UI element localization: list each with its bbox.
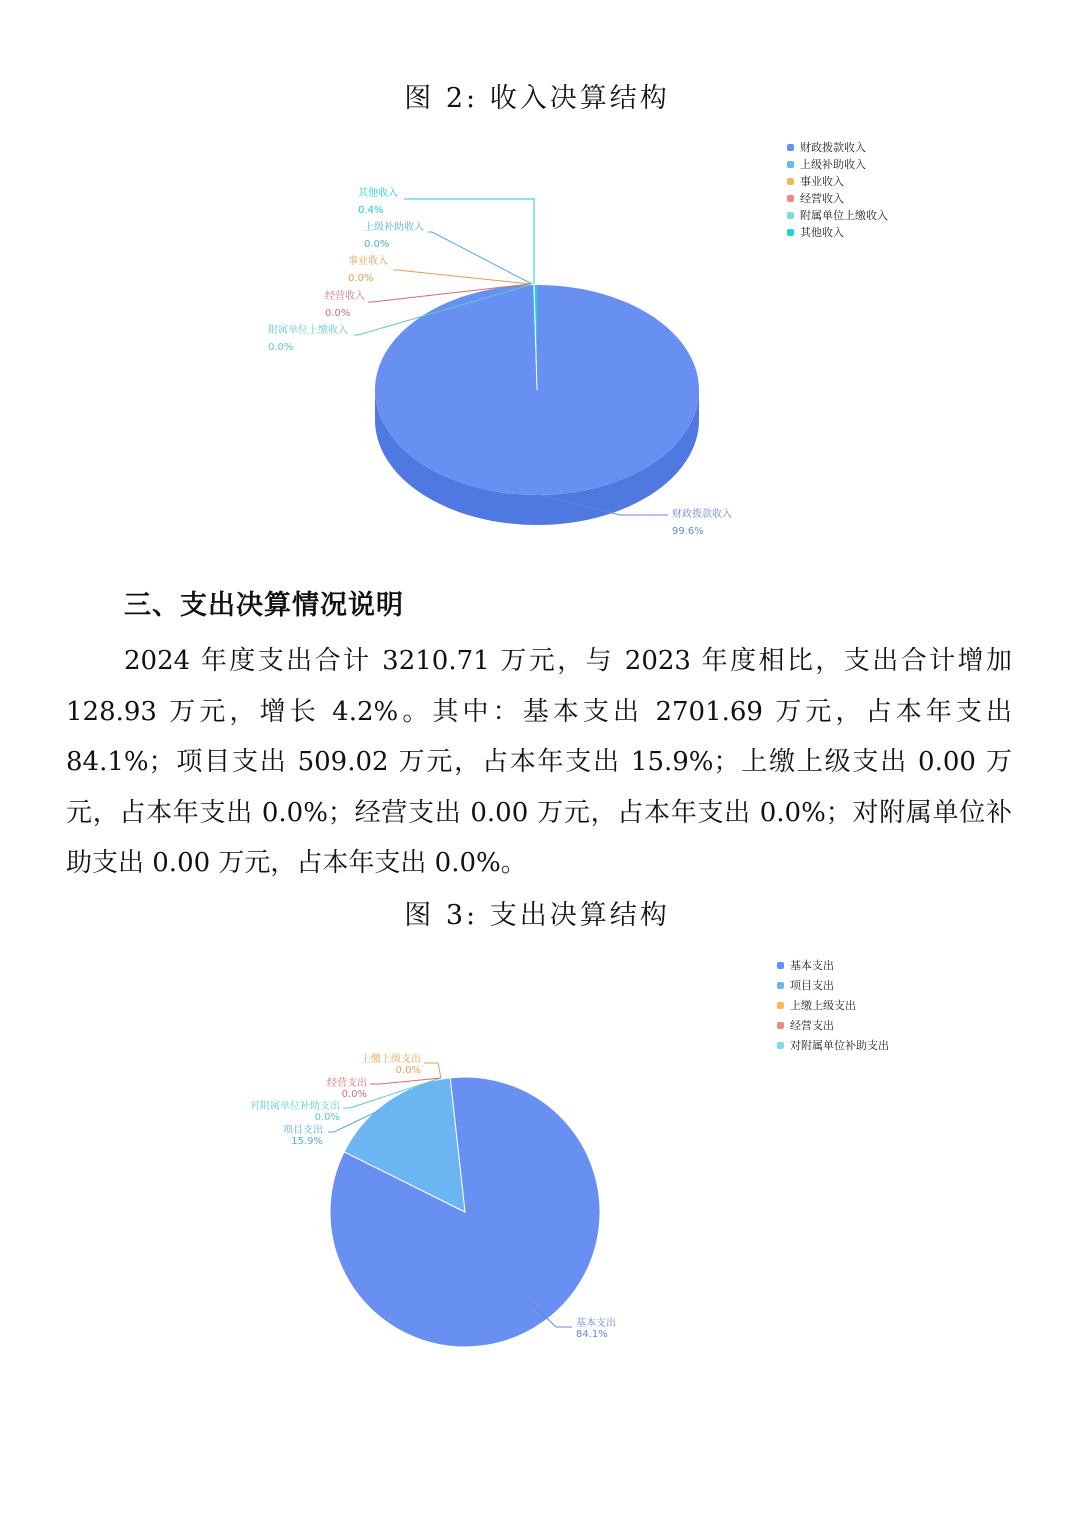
figure-2-title: 图 2: 收入决算结构 [404,83,670,114]
section-heading: 三、支出决算情况说明 [124,590,404,621]
label-name: 上缴上级支出 [361,1054,421,1065]
legend-label: 项目支出 [790,979,834,992]
legend-label: 附属单位上缴收入 [800,209,888,222]
label-pct: 99.6% [672,526,704,537]
label-name: 项目支出 [283,1125,323,1136]
leader-line-upper [424,1063,441,1078]
label-name: 附属单位上缴收入 [268,325,348,336]
label-pct: 0.0% [314,1112,340,1123]
label-name: 经营收入 [325,291,365,302]
paragraph-text: 2024 年度支出合计 3210.71 万元，与 2023 年度相比，支出合计增加 128.93 万元，增长 4.2%。其中：基本支出 2701.69 万元，占本年支出 84.1%；项目支出 509.02 万元，占本年支出 15.9%；上缴上级支出 0.00 万元，占本年支出 0.0%；经营支出 0.00 万元，占本年支出 0.0%；对附属单位补助支出 0.00 万元，占本年支出 0.0%。 [66,646,1012,878]
label-pct: 0.0% [364,239,390,250]
legend-label: 基本支出 [790,959,834,972]
legend-label: 经营收入 [800,192,844,205]
label-pct: 0.4% [358,205,384,216]
label-name: 事业收入 [348,256,388,267]
figure-3-title: 图 3: 支出决算结构 [404,900,670,931]
label-name: 经营支出 [327,1078,367,1089]
legend-label: 上级补助收入 [800,158,866,171]
legend-label: 事业收入 [800,175,844,188]
label-name: 上级补助收入 [364,222,424,233]
label-pct: 15.9% [291,1136,323,1147]
label-name: 其他收入 [358,188,398,199]
legend-label: 财政拨款收入 [800,141,866,154]
label-pct: 0.0% [341,1089,367,1100]
label-name: 基本支出 [576,1318,616,1329]
label-pct: 0.0% [348,273,374,284]
label-pct: 0.0% [395,1065,421,1076]
label-name: 对附属单位补助支出 [250,1101,340,1112]
label-pct: 0.0% [268,342,294,353]
legend-label: 上缴上级支出 [790,999,856,1012]
legend-label: 经营支出 [790,1019,834,1032]
legend-label: 对附属单位补助支出 [790,1039,889,1052]
legend-label: 其他收入 [800,226,844,239]
label-pct: 84.1% [576,1329,608,1340]
label-pct: 0.0% [325,308,351,319]
label-name: 财政拨款收入 [672,509,732,520]
